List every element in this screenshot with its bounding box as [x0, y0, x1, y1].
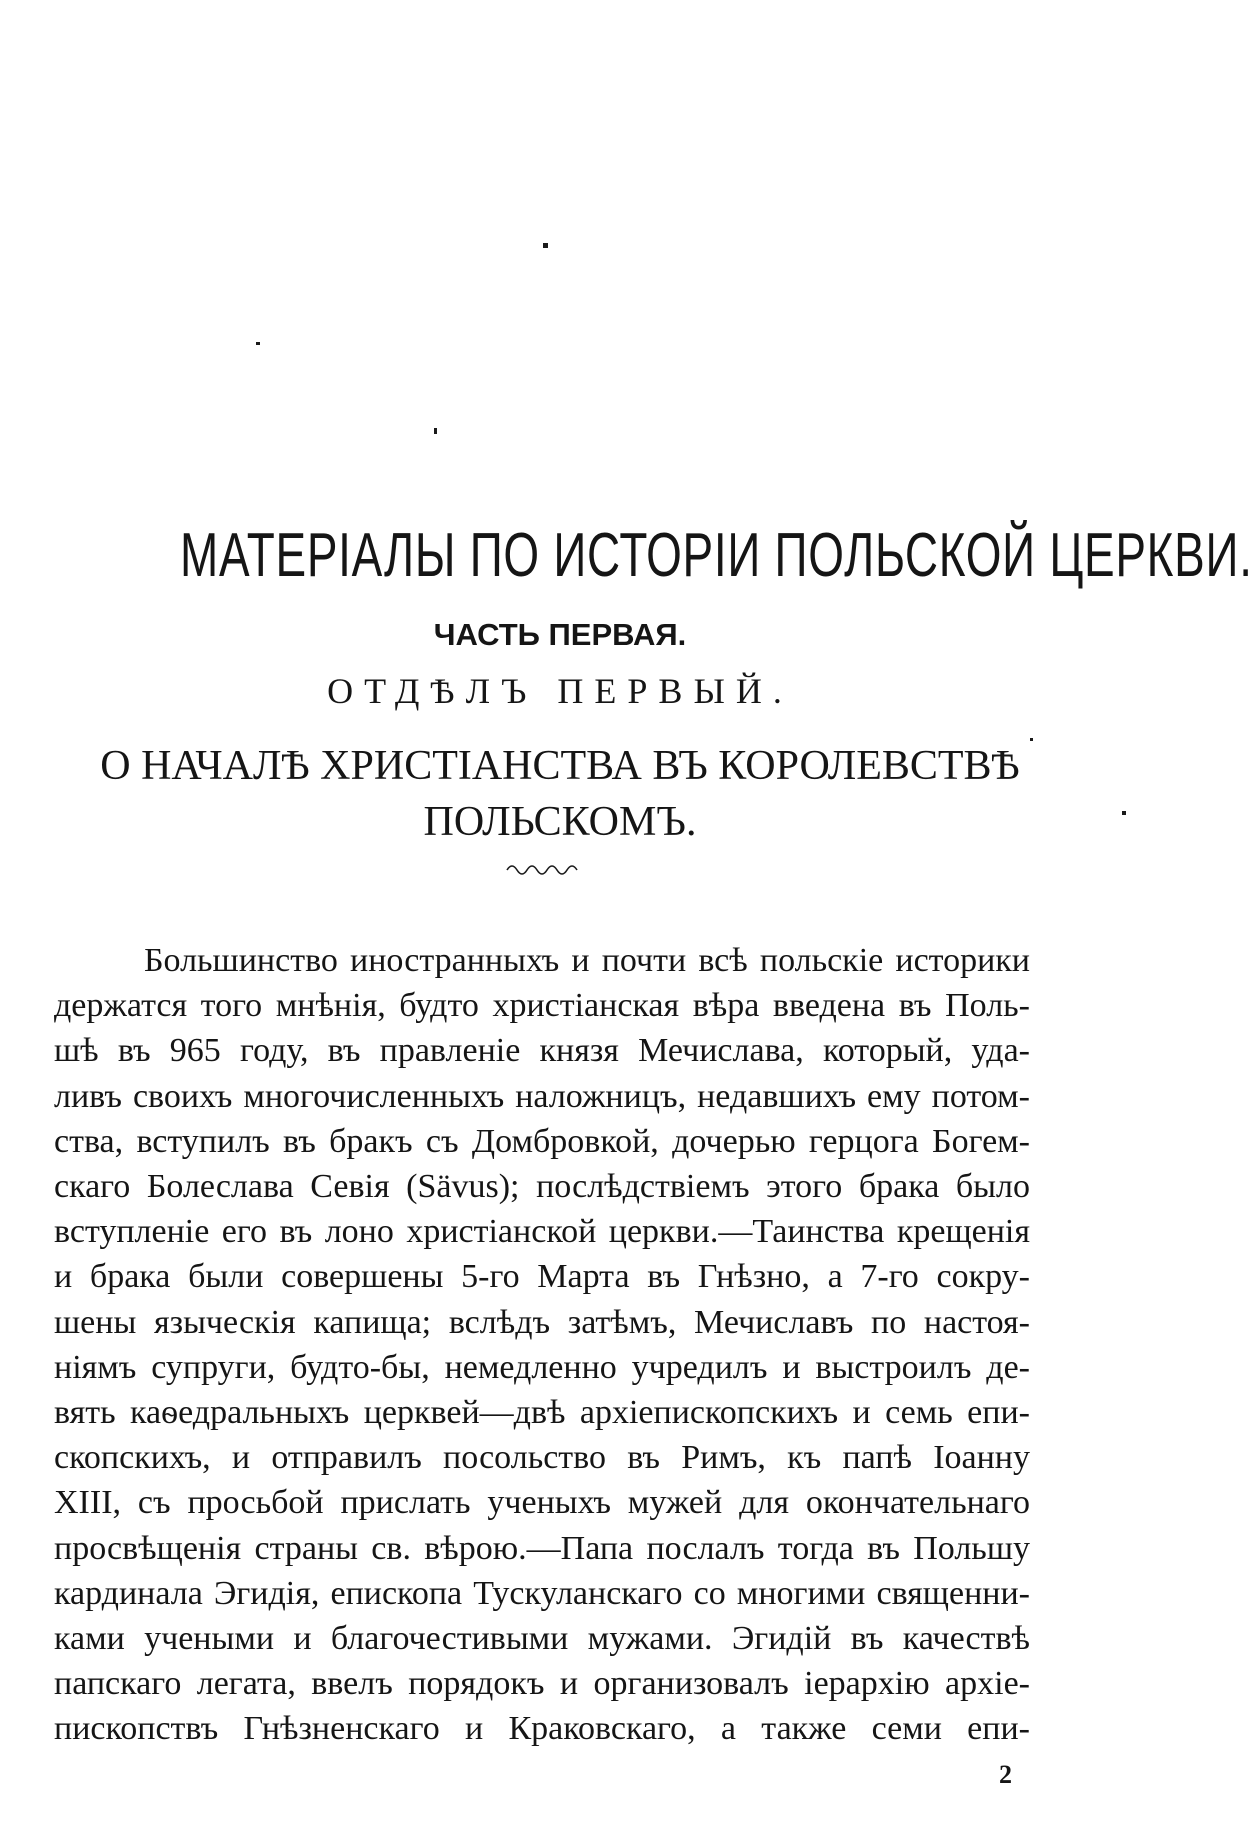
document-title: МАТЕРІАЛЫ ПО ИСТОРІИ ПОЛЬСКОЙ ЦЕРКВИ.	[180, 521, 1253, 590]
print-speck	[1122, 811, 1126, 815]
print-speck	[434, 428, 437, 434]
body-line: и брака были совершены 5-го Марта въ Гнѣзно, а 7-го сокру-	[54, 1258, 1030, 1296]
body-line: Большинство иностранныхъ и почти всѣ польскіе историки	[144, 942, 1030, 979]
body-line: вступленіе его въ лоно христіанской церкви.—Таинства крещенія	[54, 1213, 1030, 1251]
chapter-heading-line: ПОЛЬСКОМЪ.	[423, 799, 697, 845]
body-line: шены языческія капища; вслѣдъ затѣмъ, Мечиславъ по настоя-	[54, 1303, 1030, 1341]
body-line: ніямъ супруги, будто-бы, немедленно учредилъ и выстроилъ де-	[54, 1348, 1030, 1386]
body-line: папскаго легата, ввелъ порядокъ и организовалъ іерархію архіе-	[54, 1665, 1030, 1703]
body-line: скопскихъ, и отправилъ посольство въ Римъ, къ папѣ Іоанну	[54, 1439, 1030, 1477]
body-line: просвѣщенія страны св. вѣрою.—Папа послалъ тогда въ Польшу	[54, 1529, 1030, 1567]
body-line: вять каѳедральныхъ церквей—двѣ архіепископскихъ и семь епи-	[54, 1394, 1030, 1432]
print-speck	[256, 342, 260, 345]
body-line: ками учеными и благочестивыми мужами. Эгидій въ качествѣ	[54, 1620, 1030, 1658]
body-line: ливъ своихъ многочисленныхъ наложницъ, недавшихъ ему потом-	[54, 1077, 1030, 1115]
section-heading: ОТДѢЛЪ ПЕРВЫЙ.	[327, 671, 793, 711]
part-heading: ЧАСТЬ ПЕРВАЯ.	[433, 617, 687, 652]
body-line: пископствъ Гнѣзненскаго и Краковскаго, а также семи епи-	[54, 1710, 1030, 1748]
body-line: кардинала Эгидія, епископа Тускуланскаго со многими священни-	[54, 1574, 1030, 1612]
chapter-heading	[60, 738, 1060, 850]
page-number: 2	[999, 1760, 1012, 1789]
body-line: XIII, съ просьбой прислать ученыхъ мужей для окончательнаго	[54, 1484, 1030, 1522]
chapter-heading-line: О НАЧАЛѢ ХРИСТІАНСТВА ВЪ КОРОЛЕВСТВѢ	[100, 743, 1020, 789]
body-line: скаго Болеслава Севія (Sävus); послѣдствіемъ этого брака было	[54, 1168, 1030, 1206]
wavy-divider	[505, 862, 585, 876]
body-line: ства, вступилъ въ бракъ съ Домбровкой, дочерью герцога Богем-	[54, 1122, 1030, 1160]
body-paragraph	[54, 938, 1030, 1752]
body-line: держатся того мнѣнія, будто христіанская вѣра введена въ Поль-	[54, 987, 1030, 1025]
body-line: шѣ въ 965 году, въ правленіе князя Мечислава, который, уда-	[54, 1032, 1030, 1070]
print-speck	[543, 243, 548, 248]
